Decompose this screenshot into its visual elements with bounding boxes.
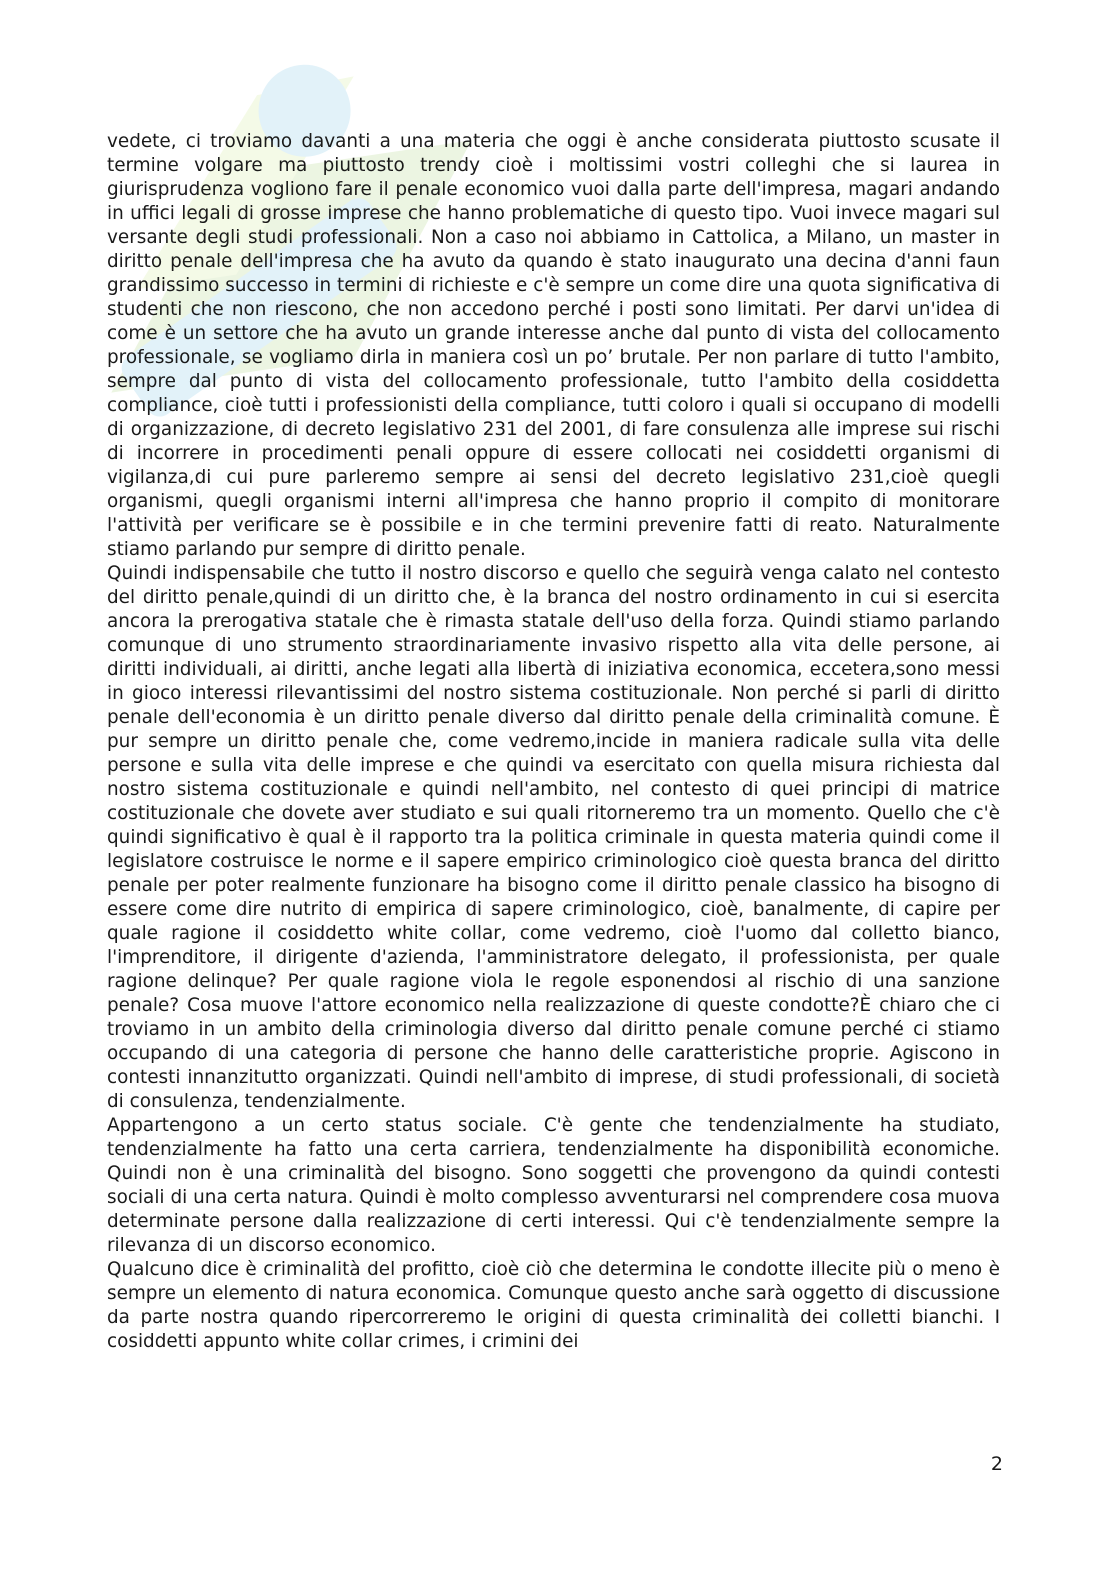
paragraph-1: vedete, ci troviamo davanti a una materia che oggi è anche considerata piuttosto scusate il termine volgare ma piuttosto trendy cioè i moltissimi vostri colleghi che si laurea in giurisprudenza vogliono fare il penale economico vuoi dalla parte dell'impresa, magari andando in uffici legali di grosse imprese che hanno problematiche di questo tipo. Vuoi invece magari sul versante degli studi professionali. Non a caso noi abbiamo in Cattolica, a Milano, un master in diritto penale dell'impresa che ha avuto da quando è stato inaugurato una decina d'anni faun grandissimo successo in termini di richieste e c'è sempre un come dire una quota significativa di studenti che non riescono, che non accedono perché i posti sono limitati. Per darvi un'idea di come è un settore che ha avuto un grande interesse anche dal punto di vista del collocamento professionale, se vogliamo dirla in maniera così un po’ brutale. Per non parlare di tutto l'ambito, sempre dal punto di vista del collocamento professionale, tutto l'ambito della cosiddetta compliance, cioè tutti i professionisti della compliance, tutti coloro i quali si occupano di modelli di organizzazione, di decreto legislativo 231 del 2001, di fare consulenza alle imprese sui rischi di incorrere in procedimenti penali oppure di essere collocati nei cosiddetti organismi di vigilanza,di cui pure parleremo sempre ai sensi del decreto legislativo 231,cioè quegli organismi, quegli organismi interni all'impresa che hanno proprio il compito di monitorare l'attività per verificare se è possibile e in che termini prevenire fatti di reato. Naturalmente stiamo parlando pur sempre di diritto penale.: [107, 131, 1000, 560]
document-body: [107, 130, 1000, 1354]
paragraph-4: Qualcuno dice è criminalità del profitto, cioè ciò che determina le condotte illecite più o meno è sempre un elemento di natura economica. Comunque questo anche sarà oggetto di discussione da parte nostra quando ripercorreremo le origini di questa criminalità dei colletti bianchi. I cosiddetti appunto white collar crimes, i crimini dei: [107, 1259, 1000, 1352]
page-number: 2: [990, 1453, 1003, 1475]
paragraph-2: Quindi indispensabile che tutto il nostro discorso e quello che seguirà venga calato nel contesto del diritto penale,quindi di un diritto che, è la branca del nostro ordinamento in cui si esercita ancora la prerogativa statale che è rimasta statale dell'uso della forza. Quindi stiamo parlando comunque di uno strumento straordinariamente invasivo rispetto alla vita delle persone, ai diritti individuali, ai diritti, anche legati alla libertà di iniziativa economica, eccetera,sono messi in gioco interessi rilevantissimi del nostro sistema costituzionale. Non perché si parli di diritto penale dell'economia è un diritto penale diverso dal diritto penale della criminalità comune. È pur sempre un diritto penale che, come vedremo,incide in maniera radicale sulla vita delle persone e sulla vita delle imprese e che quindi va esercitato con quella misura richiesta dal nostro sistema costituzionale e quindi nell'ambito, nel contesto di quei principi di matrice costituzionale che dovete aver studiato e sui quali ritorneremo tra un momento. Quello che c'è quindi significativo è qual è il rapporto tra la politica criminale in questa materia quindi come il legislatore costruisce le norme e il sapere empirico criminologico cioè questa branca del diritto penale per poter realmente funzionare ha bisogno come il diritto penale classico ha bisogno di essere come dire nutrito di empirica di sapere criminologico, cioè, banalmente, di capire per quale ragione il cosiddetto white collar, come vedremo, cioè l'uomo dal colletto bianco, l'imprenditore, il dirigente d'azienda, l'amministratore delegato, il professionista, per quale ragione delinque? Per quale ragione viola le regole esponendosi al rischio di una sanzione penale? Cosa muove l'attore economico nella realizzazione di queste condotte?È chiaro che ci troviamo in un ambito della criminologia diverso dal diritto penale comune perché ci stiamo occupando di una categoria di persone che hanno delle caratteristiche proprie. Agiscono in contesti innanzitutto organizzati. Quindi nell'ambito di imprese, di studi professionali, di società di consulenza, tendenzialmente.: [107, 563, 1000, 1112]
paragraph-3: Appartengono a un certo status sociale. C'è gente che tendenzialmente ha studiato, tendenzialmente ha fatto una certa carriera, tendenzialmente ha disponibilità economiche. Quindi non è una criminalità del bisogno. Sono soggetti che provengono da quindi contesti sociali di una certa natura. Quindi è molto complesso avventurarsi nel comprendere cosa muova determinate persone dalla realizzazione di certi interessi. Qui c'è tendenzialmente sempre la rilevanza di un discorso economico.: [107, 1115, 1000, 1256]
